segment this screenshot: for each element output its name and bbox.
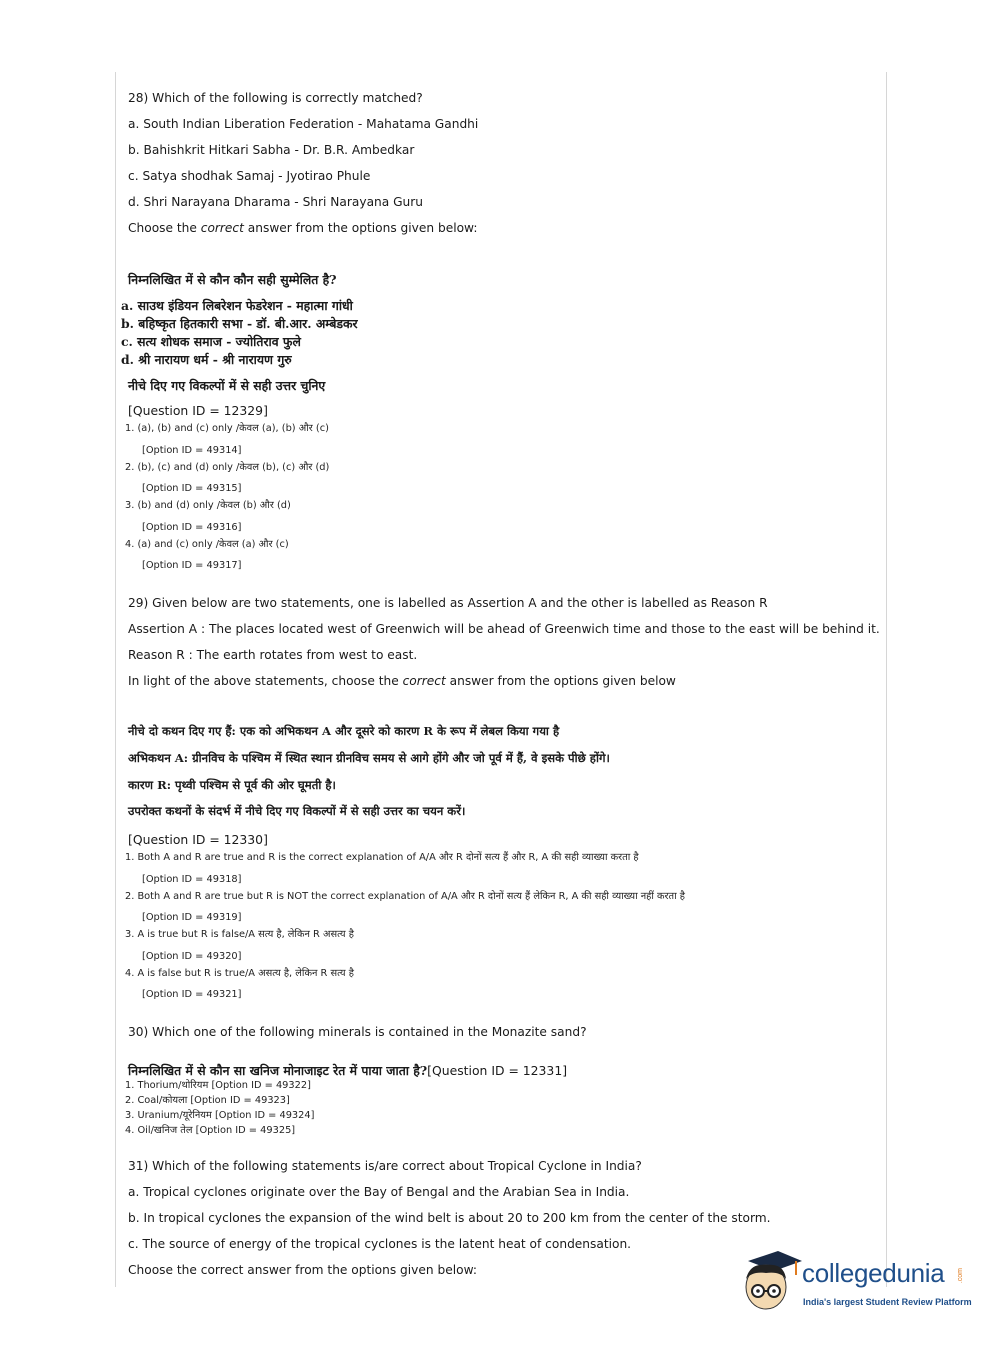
- q29-hindi-line-3: कारण R: पृथ्वी पश्चिम से पूर्व की ओर घूमती है।: [128, 778, 336, 792]
- q29-option-3-id: [Option ID = 49320]: [142, 951, 242, 962]
- q30-question-id: [Question ID = 12331]: [427, 1063, 568, 1078]
- q28-item-b: b. Bahishkrit Hitkari Sabha - Dr. B.R. Ambedkar: [128, 143, 415, 157]
- q28-hindi-item-c: c. सत्य शोधक समाज - ज्योतिराव फुले: [121, 334, 301, 349]
- q29-option-4-id: [Option ID = 49321]: [142, 989, 242, 1000]
- q29-question-id: [Question ID = 12330]: [128, 832, 268, 847]
- q31-title: 31) Which of the following statements is/are correct about Tropical Cyclone in India?: [128, 1159, 642, 1173]
- q30-hindi-title: निम्नलिखित में से कौन सा खनिज मोनाजाइट रेत में पाया जाता है?: [128, 1063, 428, 1078]
- q28-hindi-item-b: b. बहिष्कृत हितकारी सभा - डॉ. बी.आर. अम्बेडकर: [121, 316, 358, 331]
- q30-option-4: 4. Oil/खनिज तेल [Option ID = 49325]: [125, 1125, 296, 1136]
- q30-title: 30) Which one of the following minerals is contained in the Monazite sand?: [128, 1025, 587, 1039]
- q30-hindi-title-line: [128, 1060, 567, 1079]
- q28-hindi-item-a: a. साउथ इंडियन लिबरेशन फेडरेशन - महात्मा गांधी: [121, 298, 353, 313]
- q29-light: [128, 674, 676, 688]
- q31-item-c: c. The source of energy of the tropical cyclones is the latent heat of condensation.: [128, 1237, 632, 1251]
- q30-option-2: 2. Coal/कोयला [Option ID = 49323]: [125, 1095, 290, 1106]
- q28-option-3-id: [Option ID = 49316]: [142, 522, 242, 533]
- q29-option-1-id: [Option ID = 49318]: [142, 874, 242, 885]
- q28-choose-post: answer from the options given below:: [243, 221, 478, 235]
- q28-option-1-id: [Option ID = 49314]: [142, 445, 242, 456]
- q29-option-2-id: [Option ID = 49319]: [142, 912, 242, 923]
- q31-item-b: b. In tropical cyclones the expansion of the wind belt is about 20 to 200 km from the center of the storm.: [128, 1211, 771, 1225]
- q29-option-3: 3. A is true but R is false/A सत्य है, लेकिन R असत्य है: [125, 929, 354, 940]
- q29-option-2: 2. Both A and R are true but R is NOT the correct explanation of A/A और R दोनों सत्य हैं लेकिन R, A की सही व्याख्या नहीं करता है: [125, 891, 685, 902]
- q29-light-post: answer from the options given below: [445, 674, 676, 688]
- q28-choose: [128, 221, 477, 235]
- q29-title: 29) Given below are two statements, one is labelled as Assertion A and the other is labelled as Reason R: [128, 596, 768, 610]
- q28-hindi-choose: नीचे दिए गए विकल्पों में से सही उत्तर चुनिए: [128, 378, 326, 393]
- q28-question-id: [Question ID = 12329]: [128, 403, 268, 418]
- q29-light-em: correct: [402, 674, 446, 688]
- q28-title: 28) Which of the following is correctly matched?: [128, 91, 423, 105]
- logo-tagline: India's largest Student Review Platform: [803, 1297, 972, 1307]
- q30-option-3: 3. Uranium/यूरेनियम [Option ID = 49324]: [125, 1110, 315, 1121]
- q29-light-pre: In light of the above statements, choose the: [128, 674, 403, 688]
- q29-assertion: Assertion A : The places located west of Greenwich will be ahead of Greenwich time and those to the east will be behind it.: [128, 622, 880, 636]
- q28-option-4: 4. (a) and (c) only /केवल (a) और (c): [125, 539, 289, 550]
- q31-choose: Choose the correct answer from the options given below:: [128, 1263, 477, 1277]
- q29-hindi-line-4: उपरोक्त कथनों के संदर्भ में नीचे दिए गए विकल्पों में से सही उत्तर का चयन करें।: [128, 804, 466, 818]
- q30-option-1: 1. Thorium/थोरियम [Option ID = 49322]: [125, 1080, 311, 1091]
- q28-option-2-id: [Option ID = 49315]: [142, 483, 242, 494]
- q28-choose-pre: Choose the: [128, 221, 201, 235]
- logo-name: collegedunia: [802, 1258, 945, 1288]
- q28-option-1: 1. (a), (b) and (c) only /केवल (a), (b) और (c): [125, 423, 329, 434]
- q28-option-3: 3. (b) and (d) only /केवल (b) और (d): [125, 500, 291, 511]
- q29-option-4: 4. A is false but R is true/A असत्य है, लेकिन R सत्य है: [125, 968, 354, 979]
- q29-reason: Reason R : The earth rotates from west to east.: [128, 648, 418, 662]
- q28-item-a: a. South Indian Liberation Federation - Mahatama Gandhi: [128, 117, 479, 131]
- q28-item-c: c. Satya shodhak Samaj - Jyotirao Phule: [128, 169, 371, 183]
- q29-hindi-line-2: अभिकथन A: ग्रीनविच के पश्चिम में स्थित स्थान ग्रीनविच समय से आगे होंगे और जो पूर्व में हैं, वे इसके पीछे होंगे।: [128, 751, 610, 765]
- q28-item-d: d. Shri Narayana Dharama - Shri Narayana Guru: [128, 195, 424, 209]
- q28-hindi-item-d: d. श्री नारायण धर्म - श्री नारायण गुरु: [121, 352, 292, 367]
- logo-suffix: .com: [957, 1268, 964, 1284]
- q28-option-2: 2. (b), (c) and (d) only /केवल (b), (c) और (d): [125, 462, 330, 473]
- q28-choose-em: correct: [200, 221, 244, 235]
- q28-hindi-title: निम्नलिखित में से कौन कौन सही सुम्मेलित है?: [128, 272, 337, 287]
- q31-item-a: a. Tropical cyclones originate over the Bay of Bengal and the Arabian Sea in India.: [128, 1185, 630, 1199]
- q29-option-1: 1. Both A and R are true and R is the correct explanation of A/A और R दोनों सत्य हैं और R, A की सही व्याख्या करता है: [125, 852, 639, 863]
- q28-option-4-id: [Option ID = 49317]: [142, 560, 242, 571]
- q29-hindi-line-1: नीचे दो कथन दिए गए हैं: एक को अभिकथन A और दूसरे को कारण R के रूप में लेबल किया गया है: [128, 724, 560, 738]
